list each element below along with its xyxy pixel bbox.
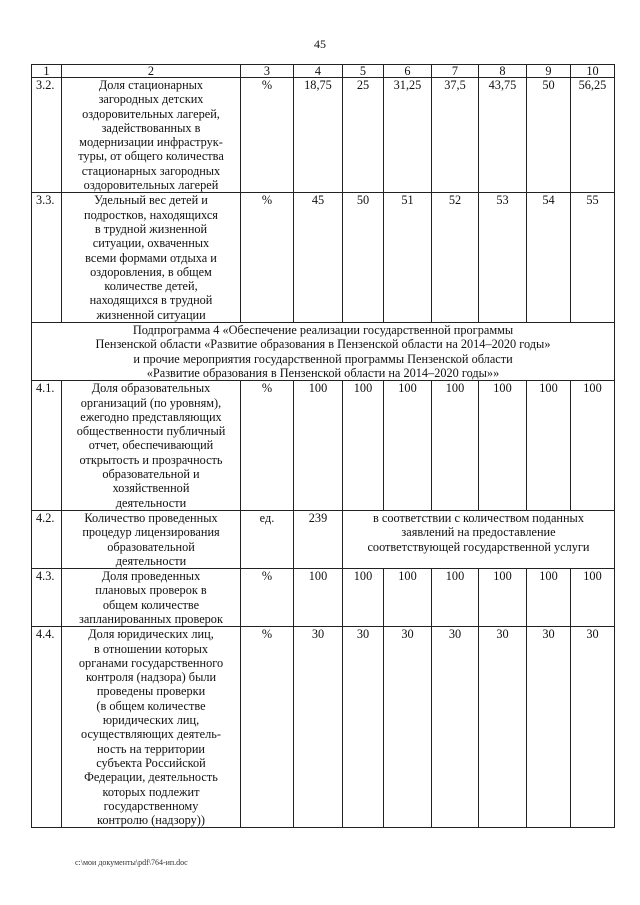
indicator-name-line: субъекта Российской [96, 755, 206, 770]
indicators-table [31, 64, 615, 828]
value-cell: 30 [294, 627, 343, 828]
value-cell: 30 [571, 627, 615, 828]
merged-note [343, 510, 615, 568]
footer-file-path: c:\мои документы\pdf\764-ип.doc [75, 858, 188, 867]
indicator-name-line: в отношении которых [94, 641, 208, 656]
row-id: 4.1. [32, 381, 62, 511]
value-cell: 100 [571, 381, 615, 511]
subprogram-title-line: Пензенской области «Развитие образования в Пензенской области на 2014–2020 годы» [95, 337, 551, 352]
indicator-name-line: количестве детей, [104, 279, 198, 294]
table-row [32, 510, 615, 568]
column-number: 3 [241, 65, 294, 78]
indicator-name-line: ность на территории [96, 741, 206, 756]
indicator-name [62, 510, 241, 568]
indicator-name-line: отчет, обеспечивающий [88, 438, 214, 453]
table-row [32, 193, 615, 323]
indicator-name-line: общественности публичный [76, 424, 226, 439]
row-id: 4.4. [32, 627, 62, 828]
value-cell: 30 [527, 627, 571, 828]
merged-note-line: соответствующей государственной услуги [367, 539, 590, 554]
indicator-name-line: контроля (надзора) были [85, 670, 217, 685]
value-cell: 55 [571, 193, 615, 323]
unit: % [241, 193, 294, 323]
column-number: 4 [294, 65, 343, 78]
value-cell: 53 [479, 193, 527, 323]
value-cell: 30 [343, 627, 384, 828]
indicator-name-line: образовательной и [102, 467, 200, 482]
value-cell: 37,5 [432, 78, 479, 193]
indicator-name-line: проведены проверки [96, 684, 206, 699]
indicator-name-line: в трудной жизненной [94, 221, 208, 236]
unit: % [241, 78, 294, 193]
value-cell: 30 [479, 627, 527, 828]
indicator-name-line: процедур лицензирования [82, 525, 220, 540]
value-cell: 50 [527, 78, 571, 193]
value-cell: 100 [384, 381, 432, 511]
column-number: 1 [32, 65, 62, 78]
indicator-name-line: Доля стационарных [98, 78, 204, 92]
value-cell: 45 [294, 193, 343, 323]
indicator-name-line: запланированных проверок [79, 611, 223, 626]
indicator-name-line: жизненной ситуации [96, 307, 206, 322]
indicator-name-line: контролю (надзору)) [97, 813, 205, 828]
indicator-name [62, 193, 241, 323]
value-cell: 25 [343, 78, 384, 193]
table-row [32, 78, 615, 193]
indicator-name-line: Федерации, деятельность [84, 770, 218, 785]
indicator-name-line: задействованных в [101, 120, 201, 135]
column-number: 9 [527, 65, 571, 78]
indicator-name-line: открытость и прозрачность [79, 452, 223, 467]
header-row [32, 65, 615, 78]
unit: % [241, 569, 294, 627]
indicator-name-line: Количество проведенных [84, 510, 218, 525]
value-cell: 100 [479, 569, 527, 627]
indicator-name-line: Удельный вес детей и [94, 193, 208, 208]
value-cell: 100 [527, 569, 571, 627]
value-cell: 51 [384, 193, 432, 323]
row-id: 3.3. [32, 193, 62, 323]
column-number: 7 [432, 65, 479, 78]
indicator-name-line: ситуации, охваченных [92, 236, 210, 251]
value-cell: 56,25 [571, 78, 615, 193]
subprogram-title-line: и прочие мероприятия государственной программы Пензенской области [133, 351, 513, 366]
column-number: 8 [479, 65, 527, 78]
value-cell: 43,75 [479, 78, 527, 193]
indicator-name-line: модернизации инфраструк- [79, 135, 223, 150]
indicator-name-line: стационарных загородных [81, 163, 221, 178]
indicator-name-line: общем количестве [102, 597, 200, 612]
indicator-name-line: органами государственного [78, 655, 224, 670]
indicator-name-line: загородных детских [98, 92, 204, 107]
value-cell: 50 [343, 193, 384, 323]
indicator-name-line: деятельности [115, 495, 187, 510]
indicator-name-line: хозяйственной [112, 481, 190, 496]
indicator-name-line: туры, от общего количества [78, 149, 224, 164]
indicator-name [62, 627, 241, 828]
indicator-name-line: (в общем количестве [96, 698, 206, 713]
value-cell: 100 [432, 569, 479, 627]
value-cell: 100 [479, 381, 527, 511]
column-number: 5 [343, 65, 384, 78]
value-cell: 30 [432, 627, 479, 828]
value-cell: 100 [527, 381, 571, 511]
value-cell: 30 [384, 627, 432, 828]
table-row [32, 381, 615, 511]
indicator-name-line: государственному [103, 798, 199, 813]
indicator-name-line: деятельности [115, 553, 187, 568]
subprogram-title-line: «Развитие образования в Пензенской области на 2014–2020 годы»» [146, 365, 500, 380]
value-cell: 52 [432, 193, 479, 323]
row-id: 4.2. [32, 510, 62, 568]
value-cell: 100 [571, 569, 615, 627]
subprogram-title [32, 323, 615, 381]
value-cell: 239 [294, 510, 343, 568]
page-number: 45 [314, 37, 326, 51]
merged-note-line: заявлений на предоставление [401, 525, 556, 540]
indicator-name-line: образовательной [107, 539, 195, 554]
value-cell: 100 [384, 569, 432, 627]
value-cell: 100 [432, 381, 479, 511]
indicator-name-line: которых подлежит [102, 784, 200, 799]
indicator-name-line: Доля проведенных [101, 569, 201, 584]
indicator-name-line: находящихся в трудной [89, 293, 213, 308]
unit: ед. [241, 510, 294, 568]
table-row [32, 569, 615, 627]
value-cell: 54 [527, 193, 571, 323]
row-id: 3.2. [32, 78, 62, 193]
indicator-name [62, 78, 241, 193]
subprogram-title-line: Подпрограмма 4 «Обеспечение реализации государственной программы [132, 323, 514, 338]
value-cell: 18,75 [294, 78, 343, 193]
unit: % [241, 627, 294, 828]
indicator-name [62, 569, 241, 627]
indicator-name [62, 381, 241, 511]
indicator-name-line: подростков, находящихся [84, 207, 218, 222]
indicator-name-line: юридических лиц, [102, 713, 200, 728]
table-row [32, 627, 615, 828]
value-cell: 31,25 [384, 78, 432, 193]
column-number: 10 [571, 65, 615, 78]
merged-note-line: в соответствии с количеством поданных [373, 510, 584, 525]
value-cell: 100 [294, 381, 343, 511]
indicator-name-line: оздоровительных лагерей [83, 178, 219, 193]
indicator-name-line: оздоровительных лагерей, [82, 106, 220, 121]
unit: % [241, 381, 294, 511]
value-cell: 100 [343, 569, 384, 627]
indicator-name-line: ежегодно представляющих [80, 409, 222, 424]
value-cell: 100 [343, 381, 384, 511]
indicator-name-line: осуществляющих деятель- [81, 727, 221, 742]
indicator-name-line: всеми формами отдыха и [85, 250, 217, 265]
subprogram-row [32, 323, 615, 381]
column-number: 2 [62, 65, 241, 78]
indicator-name-line: Доля образовательных [91, 381, 211, 396]
indicator-name-line: Доля юридических лиц, [88, 627, 214, 642]
indicator-name-line: оздоровления, в общем [90, 264, 212, 279]
column-number: 6 [384, 65, 432, 78]
indicator-name-line: плановых проверок в [95, 583, 207, 598]
row-id: 4.3. [32, 569, 62, 627]
indicator-name-line: организаций (по уровням), [80, 395, 222, 410]
value-cell: 100 [294, 569, 343, 627]
